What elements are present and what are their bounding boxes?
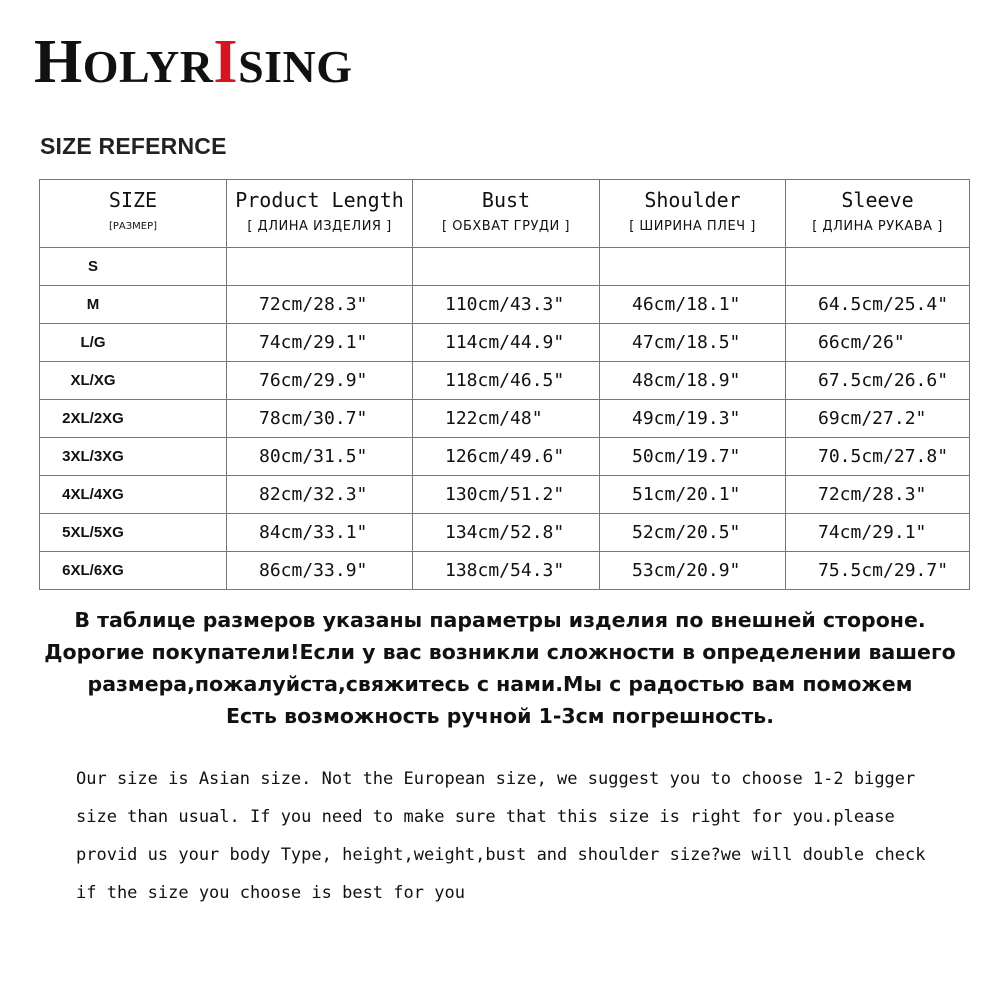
shoulder-cell: 52cm/20.5": [600, 514, 786, 552]
length-cell: 86cm/33.9": [227, 552, 413, 590]
shoulder-cell: 48cm/18.9": [600, 362, 786, 400]
table-row: [40, 286, 970, 324]
english-note-line: Our size is Asian size. Not the European size, we suggest you to choose 1-2 bigger: [76, 769, 916, 789]
shoulder-cell: 46cm/18.1": [600, 286, 786, 324]
size-cell: 3XL/3XG: [40, 438, 227, 476]
sleeve-cell: 75.5cm/29.7": [786, 552, 970, 590]
table-row: [40, 438, 970, 476]
shoulder-cell: 50cm/19.7": [600, 438, 786, 476]
brand-logo: HOLYRISING: [34, 28, 353, 96]
header-subtitle: [ ШИРИНА ПЛЕЧ ]: [629, 219, 756, 234]
header-subtitle: [РАЗМЕР]: [108, 221, 158, 232]
english-note-line: provid us your body Type, height,weight,bust and shoulder size?we will double check: [76, 845, 926, 865]
bust-cell: 118cm/46.5": [413, 362, 600, 400]
header-product-length: [227, 180, 413, 248]
bust-cell: 110cm/43.3": [413, 286, 600, 324]
table-header-row: [40, 180, 970, 248]
size-cell: 4XL/4XG: [40, 476, 227, 514]
table-row: [40, 248, 970, 286]
length-cell: 74cm/29.1": [227, 324, 413, 362]
english-note-line: if the size you choose is best for you: [76, 883, 465, 903]
header-subtitle: [ ДЛИНА ИЗДЕЛИЯ ]: [247, 219, 392, 234]
length-cell: [227, 248, 413, 286]
bust-cell: 130cm/51.2": [413, 476, 600, 514]
english-note-line: size than usual. If you need to make sure that this size is right for you.please: [76, 807, 895, 827]
section-title: SIZE REFERNCE: [40, 133, 227, 159]
size-cell: M: [40, 286, 227, 324]
length-cell: 82cm/32.3": [227, 476, 413, 514]
english-note: [76, 760, 976, 912]
header-title: Shoulder: [644, 188, 741, 212]
header-subtitle: [ ОБХВАТ ГРУДИ ]: [442, 219, 570, 234]
header-sleeve: [786, 180, 970, 248]
table-row: [40, 552, 970, 590]
sleeve-cell: 66cm/26": [786, 324, 970, 362]
shoulder-cell: [600, 248, 786, 286]
table-row: [40, 476, 970, 514]
size-cell: 6XL/6XG: [40, 552, 227, 590]
shoulder-cell: 51cm/20.1": [600, 476, 786, 514]
shoulder-cell: 49cm/19.3": [600, 400, 786, 438]
header-size: [40, 180, 227, 248]
size-cell: 5XL/5XG: [40, 514, 227, 552]
bust-cell: 122cm/48": [413, 400, 600, 438]
russian-note-line: Дорогие покупатели!Если у вас возникли сложности в определении вашего: [44, 640, 956, 664]
sleeve-cell: 69cm/27.2": [786, 400, 970, 438]
length-cell: 78cm/30.7": [227, 400, 413, 438]
table-row: [40, 324, 970, 362]
length-cell: 80cm/31.5": [227, 438, 413, 476]
table-row: [40, 400, 970, 438]
russian-note-line: Есть возможность ручной 1-3см погрешность.: [225, 704, 774, 728]
sleeve-cell: 72cm/28.3": [786, 476, 970, 514]
size-cell: S: [40, 248, 227, 286]
sleeve-cell: 64.5cm/25.4": [786, 286, 970, 324]
size-cell: L/G: [40, 324, 227, 362]
header-title: Bust: [481, 188, 531, 212]
shoulder-cell: 47cm/18.5": [600, 324, 786, 362]
sleeve-cell: 70.5cm/27.8": [786, 438, 970, 476]
shoulder-cell: 53cm/20.9": [600, 552, 786, 590]
bust-cell: 114cm/44.9": [413, 324, 600, 362]
size-cell: 2XL/2XG: [40, 400, 227, 438]
header-title: SIZE: [108, 188, 158, 212]
russian-note-line: размера,пожалуйста,свяжитесь с нами.Мы с радостью вам поможем: [87, 672, 913, 696]
header-bust: [413, 180, 600, 248]
table-row: [40, 362, 970, 400]
header-subtitle: [ ДЛИНА РУКАВА ]: [812, 219, 943, 234]
length-cell: 76cm/29.9": [227, 362, 413, 400]
russian-notes: [0, 604, 1000, 732]
sleeve-cell: [786, 248, 970, 286]
bust-cell: 126cm/49.6": [413, 438, 600, 476]
length-cell: 84cm/33.1": [227, 514, 413, 552]
size-chart-table: [39, 179, 970, 590]
russian-note-line: В таблице размеров указаны параметры изделия по внешней стороне.: [74, 608, 926, 632]
sleeve-cell: 74cm/29.1": [786, 514, 970, 552]
length-cell: 72cm/28.3": [227, 286, 413, 324]
header-title: Sleeve: [841, 188, 914, 212]
table-row: [40, 514, 970, 552]
bust-cell: [413, 248, 600, 286]
bust-cell: 134cm/52.8": [413, 514, 600, 552]
bust-cell: 138cm/54.3": [413, 552, 600, 590]
sleeve-cell: 67.5cm/26.6": [786, 362, 970, 400]
size-cell: XL/XG: [40, 362, 227, 400]
header-shoulder: [600, 180, 786, 248]
header-title: Product Length: [235, 188, 404, 212]
